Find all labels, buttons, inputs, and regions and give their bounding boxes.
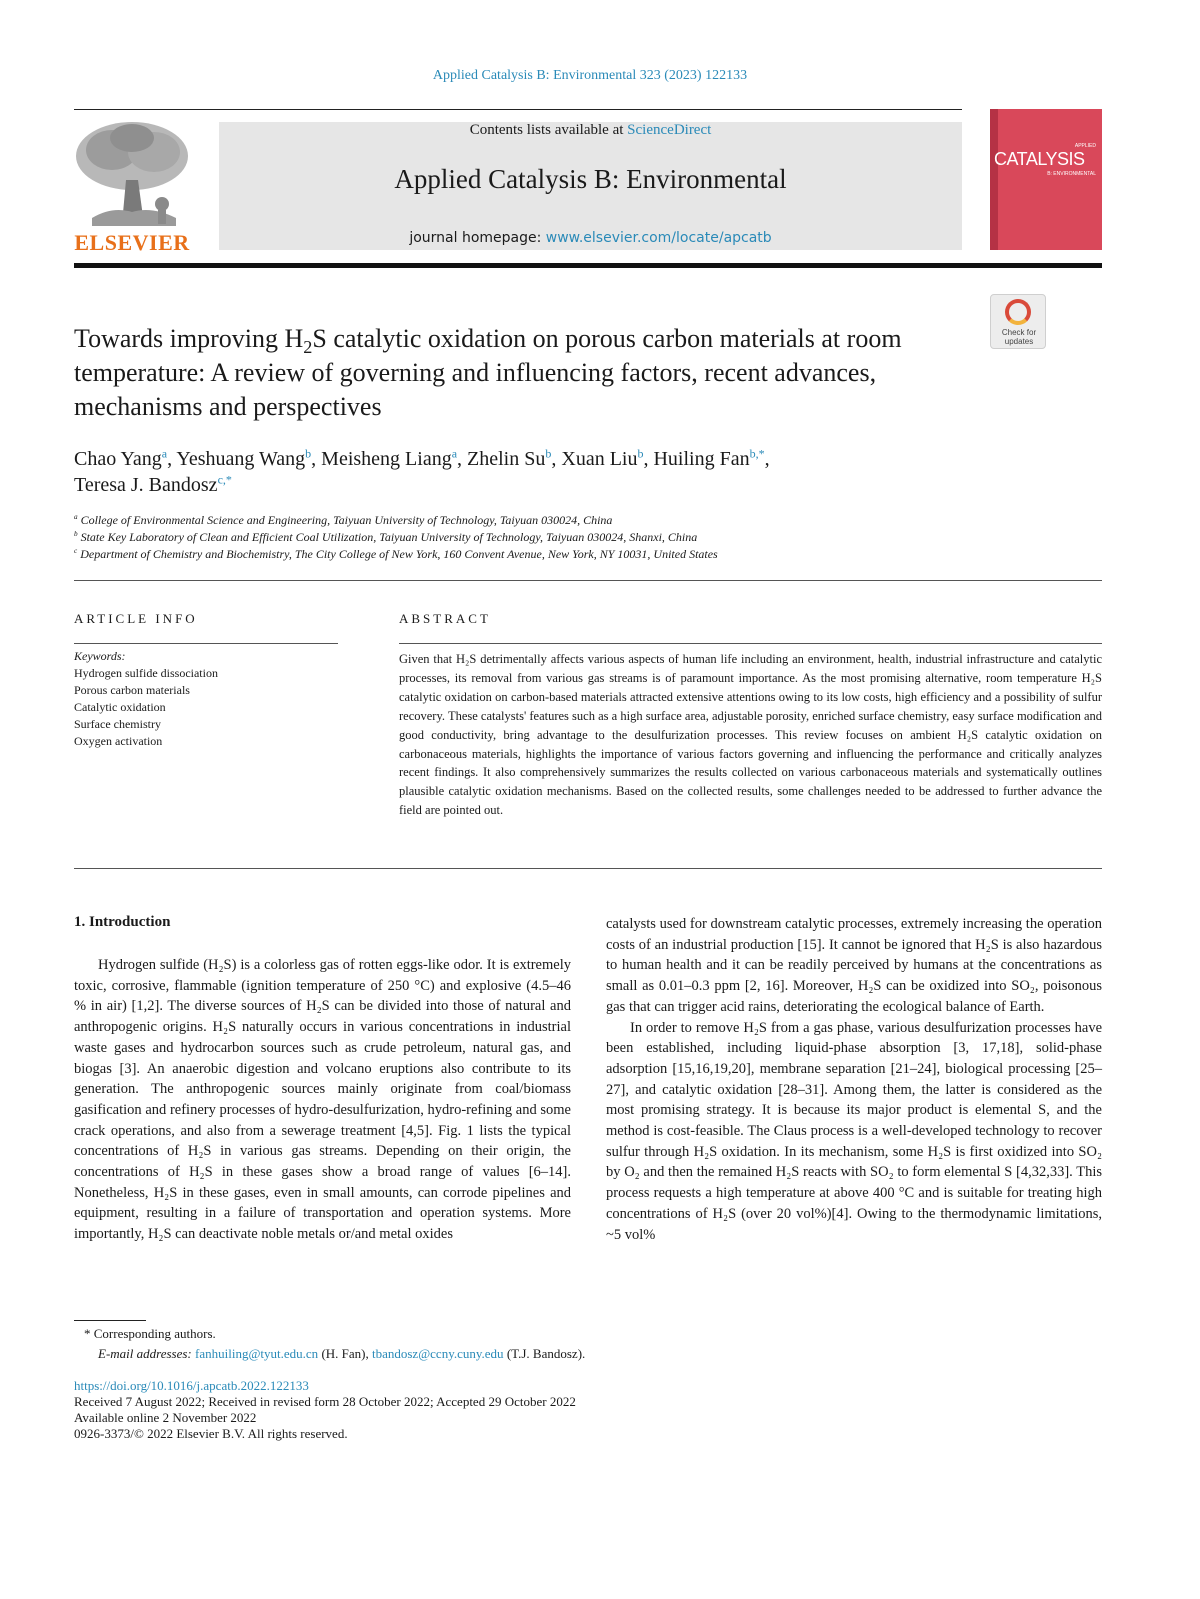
body-column-left [74, 955, 571, 1245]
homepage-line [219, 230, 962, 246]
keyword: Catalytic oxidation [74, 700, 166, 714]
author-affil-mark[interactable]: b [637, 446, 644, 461]
email-label: E-mail addresses: [98, 1346, 196, 1361]
corresponding-note: * Corresponding authors. [84, 1326, 216, 1341]
email-line [74, 1344, 974, 1364]
author-affil-mark[interactable]: b [305, 446, 312, 461]
body-column-right [606, 914, 1102, 1245]
author-affil-mark[interactable]: b [545, 446, 552, 461]
header-rule [74, 109, 962, 110]
keyword: Porous carbon materials [74, 683, 190, 697]
check-for-updates-button[interactable] [990, 294, 1046, 349]
keywords-label: Keywords: [74, 649, 126, 663]
cover-strip [990, 109, 998, 250]
author-name: Zhelin Su [467, 448, 546, 470]
elsevier-tree-icon [72, 120, 192, 228]
author-affil-mark[interactable]: a [161, 446, 168, 461]
footnote-rule [74, 1320, 146, 1321]
info-rule [74, 643, 338, 644]
affiliation: $^a$ College of Environmental Science and Engineering, Taiyuan University of Technology, Taiyuan 030024, China [74, 513, 613, 527]
online-date: Available online 2 November 2022 [74, 1410, 257, 1425]
email-owner: (T.J. Bandosz). [503, 1346, 586, 1361]
received-dates: Received 7 August 2022; Received in revised form 28 October 2022; Accepted 29 October 2022 [74, 1394, 576, 1409]
email-owner: (H. Fan), [318, 1346, 372, 1361]
elsevier-logo [72, 120, 192, 255]
author-name: Xuan Liu [561, 448, 638, 470]
publication-info [74, 1378, 974, 1442]
affiliations [74, 512, 1102, 563]
keyword: Oxygen activation [74, 734, 163, 748]
cover-subtitle: B: ENVIRONMENTAL [1047, 171, 1096, 177]
author-name: Meisheng Liang [321, 448, 452, 470]
keywords-block [74, 648, 338, 750]
journal-banner [219, 122, 962, 250]
author-list: Chao Yang$^a$, Yeshuang Wang$^b$, Meisheng Liang$^a$, Zhelin Su$^b$, Xuan Liu$^b$, Huiling Fan$^{b,*}$, Teresa J. Bandosz$^{c,*}$ [74, 446, 770, 496]
author-name: Yeshuang Wang [176, 448, 306, 470]
author-name: Huiling Fan [653, 448, 750, 470]
keyword: Hydrogen sulfide dissociation [74, 666, 218, 680]
journal-reference-link[interactable]: Applied Catalysis B: Environmental 323 (2023) 122133 [432, 68, 748, 83]
homepage-link[interactable]: www.elsevier.com/locate/apcatb [545, 230, 772, 246]
email-link-bandosz[interactable]: tbandosz@ccny.cuny.edu [371, 1346, 504, 1361]
cover-top-text: APPLIED [1074, 143, 1096, 149]
author-name: Teresa J. Bandosz [74, 474, 218, 496]
header-thick-rule [74, 263, 1102, 268]
abstract-text: Given that H₂S detrimentally affects various aspects of human life including an environment, health, industrial infrastructure and catalytic processes, its removal from various gas streams is of paramount importance. As the most promising alternative, room temperature H₂S catalytic oxidation on carbon-based materials attracted extensive attentions owing to its low costs, high efficiency and a possibility of sulfur recovery. These catalysts' features such as a high surface area, adjustable porosity, enriched surface chemistry, easy surface modification and good conductivity, bring advantage to the desulfurization processes. This review focuses on ambient H₂S catalytic oxidation on carbonaceous materials, highlights the importance of various factors governing and influencing the performance and critically analyzes recent findings. It also comprehensively summarizes the results collected on various carbonaceous materials and systematically outlines plausible catalytic oxidation mechanisms. Based on the collected results, some challenges needed to be addressed to further advance the field are pointed out. [399, 652, 1102, 818]
publisher-name: ELSEVIER [74, 230, 190, 255]
homepage-prefix: journal homepage: [409, 230, 546, 246]
email-link-fan[interactable]: fanhuiling@tyut.edu.cn [195, 1346, 319, 1361]
check-updates-label: Check for updates [1001, 328, 1037, 346]
copyright: 0926-3373/© 2022 Elsevier B.V. All rights reserved. [74, 1426, 348, 1441]
author-affil-mark[interactable]: b,* [749, 446, 765, 461]
journal-name: Applied Catalysis B: Environmental [394, 164, 787, 194]
section-rule [74, 868, 1102, 869]
affiliation: $^c$ Department of Chemistry and Biochemistry, The City College of New York, 160 Convent Avenue, New York, NY 10031, United States [74, 547, 718, 561]
cover-title: CATALYSIS [994, 149, 1085, 169]
doi-link[interactable]: https://doi.org/10.1016/j.apcatb.2022.122133 [74, 1378, 309, 1393]
abstract-rule [399, 643, 1102, 644]
introduction-heading: 1. Introduction [74, 914, 171, 930]
body-paragraph: In order to remove H₂S from a gas phase, various desulfurization processes have been established, including liquid-phase absorption [3, 17,18], solid-phase adsorption [15,16,19,20], membrane separation [21–24], biological processing [25–27], and catalytic oxidation [28–31]. Among them, the latter is considered as the most promising strategy. It is because its major product is elemental S, and the method is cost-feasible. The Claus process is a well-developed technology to recover sulfur through H₂S oxidation. In its mechanism, some H₂S is first oxidized into SO₂ by O₂ and then the remained H₂S reacts with SO₂ to form elemental S [4,32,33]. This process requests a high temperature at above 400 °C and is suitable for treating high concentrations of H₂S (over 20 vol%)[4]. Owing to the thermodynamic limitations, ~5 vol% [606, 1019, 1102, 1243]
author-affil-mark[interactable]: a [451, 446, 458, 461]
check-updates-icon [1005, 299, 1031, 325]
contents-prefix: Contents lists available at [469, 122, 628, 138]
body-paragraph: catalysts used for downstream catalytic processes, extremely increasing the operation costs of an industrial production [15]. It cannot be ignored that H₂S is also hazardous to human health and it can be readily perceived by humans at the concentrations as small as 0.01–0.3 ppm [2, 16]. Moreover, H₂S can be oxidized into SO₂, poisonous gas that can trigger acid rains, deteriorating the ecological balance of Earth. [606, 916, 1102, 1015]
section-rule [74, 580, 1102, 581]
body-paragraph: Hydrogen sulfide (H₂S) is a colorless gas of rotten eggs-like odor. It is extremely toxic, corrosive, flammable (ignition temperature of 250 °C) and explosive (4.5–46 % in air) [1,2]. The diverse sources of H₂S can be divided into those of natural and anthropogenic origins. H₂S naturally occurs in various concentrations in industrial waste gases and hydrocarbon sources such as crude petroleum, natural gas, and biogas [3]. An anaerobic digestion and volcano eruptions also contribute to its generation. The anthropogenic sources mainly originate from coal/biomass gasification and refinery processes of hydro-desulfurization, hydro-refining and some crack operations, and also from a sewerage treatment [4,5]. Fig. 1 lists the typical concentrations of H₂S in various gas streams. Depending on their origin, the concentrations of H₂S in these gases show a broad range of values [6–14]. Nonetheless, H₂S in these gases, even in small amounts, can corrode pipelines and equipment, resulting in a failure of transportation and operation systems. More importantly, H₂S can deactivate noble metals or/and metal oxides [74, 957, 571, 1243]
author-name: Chao Yang [74, 448, 162, 470]
author-affil-mark[interactable]: c,* [217, 472, 232, 487]
journal-cover[interactable] [990, 109, 1102, 250]
keyword: Surface chemistry [74, 717, 161, 731]
article-info-heading: ARTICLE INFO [74, 611, 198, 626]
contents-line [219, 122, 962, 139]
footnotes [74, 1324, 974, 1364]
abstract-heading: ABSTRACT [399, 611, 491, 626]
affiliation: $^b$ State Key Laboratory of Clean and Efficient Coal Utilization, Taiyuan University of Technology, Taiyuan 030024, Shanxi, China [74, 530, 698, 544]
article-title: Towards improving $H_2S$ catalytic oxidation on porous carbon materials at room temperature: A review of governing and influencing factors, recent advances, mechanisms and perspectives [74, 324, 902, 421]
sciencedirect-link[interactable]: ScienceDirect [627, 122, 712, 138]
